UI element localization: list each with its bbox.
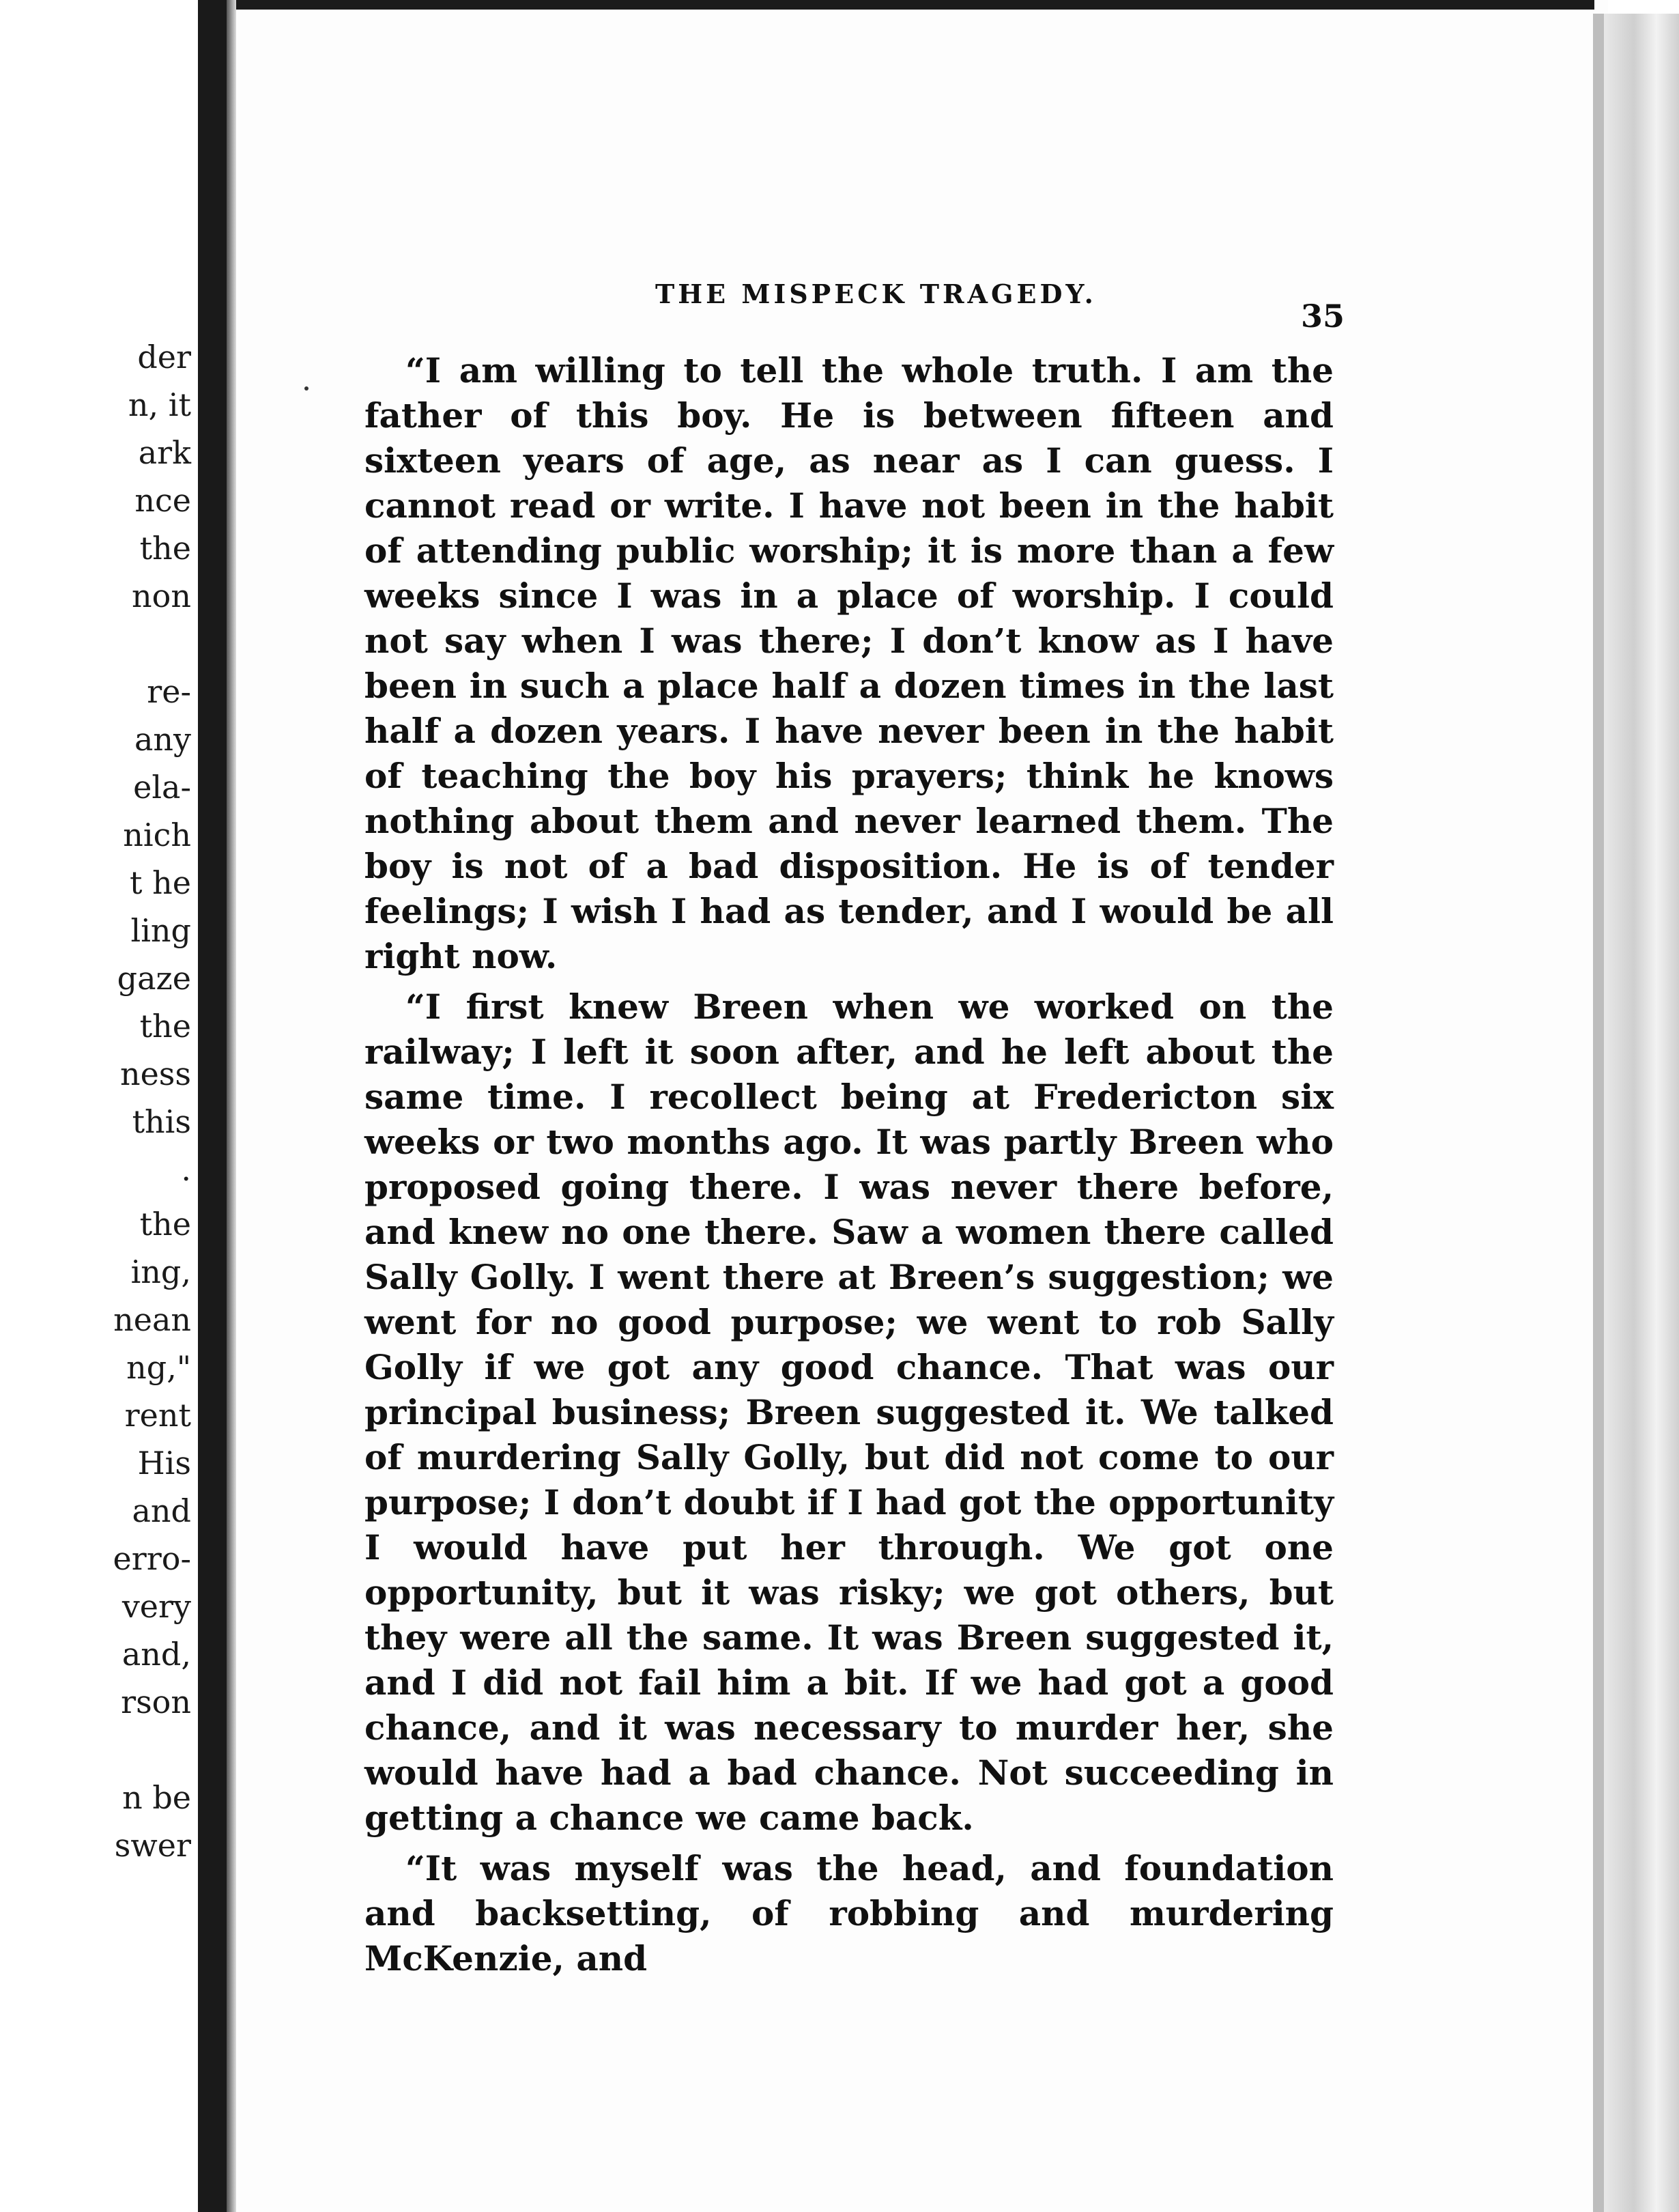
left-page-fragment: the [139, 1008, 191, 1045]
left-page-fragment: n be [122, 1779, 191, 1816]
left-page-fragment: der [137, 339, 191, 375]
left-page-fragment: . [181, 1151, 191, 1188]
running-title: THE MISPECK TRAGEDY. [655, 279, 1097, 309]
gutter-shadow [227, 0, 236, 2212]
left-page-fragment: rent [124, 1397, 191, 1434]
left-page-fragment: the [139, 530, 191, 567]
page-top-border [236, 0, 1594, 10]
left-page-fragment: and [132, 1492, 191, 1529]
left-page-fragment: swer [114, 1827, 191, 1864]
paragraph-2: “I first knew Breen when we worked on the railway; I left it soon after, and he left about the same time. I recollect being at Fredericton six weeks or two months ago. It was partly Breen who proposed going there. I was never there before, and knew no one there. Saw a women there called Sally Golly. I went there at Breen’s suggestion; we went for no good purpose; we went to rob Sally Golly if we got any good chance. That was our principal business; Breen suggested it. We talked of murdering Sally Golly, but did not come to our purpose; I don’t doubt if I had got the opportunity I would have put her through. We got one opportunity, but it was risky; we got others, but they were all the same. It was Breen suggested it, and I did not fail him a bit. If we had got a good chance, and it was necessary to murder her, she would have had a bad chance. Not succeeding in getting a chance we came back. [364, 987, 1334, 1838]
left-page-fragment: His [137, 1445, 191, 1481]
left-page-fragment: rson [121, 1684, 191, 1720]
left-page-fragment: ark [138, 434, 191, 471]
left-page-fragment: gaze [117, 960, 191, 997]
left-page-fragment: ng," [126, 1349, 191, 1386]
left-page-fragment: ling [130, 912, 191, 949]
left-page-fragment: ela- [133, 769, 191, 806]
left-page-fragment: erro- [113, 1540, 191, 1577]
left-page-fragment: nich [123, 817, 191, 853]
left-page-fragment: ing, [130, 1253, 191, 1290]
page-edge-inner [1593, 14, 1604, 2212]
left-page-fragment: nean [113, 1301, 191, 1338]
left-page-fragment: the [139, 1206, 191, 1243]
left-page-fragment: this [132, 1103, 191, 1140]
left-page-fragment: n, it [128, 386, 191, 423]
left-page-fragment: any [134, 721, 191, 758]
left-page-fragment: re- [147, 673, 191, 710]
page-edge-strip [1604, 14, 1679, 2212]
page-number: 35 [1301, 298, 1345, 335]
body-text [364, 348, 1334, 1987]
left-page-fragment: ness [119, 1055, 191, 1092]
left-page-fragment: t he [130, 864, 191, 901]
book-gutter [198, 0, 227, 2212]
left-facing-page [0, 0, 198, 2212]
speck [304, 386, 308, 391]
left-page-fragment: very [121, 1588, 191, 1625]
left-page-fragment: non [132, 578, 191, 614]
left-page-fragment: nce [134, 482, 191, 519]
left-page-fragment: and, [121, 1636, 191, 1673]
paragraph-3: “It was myself was the head, and foundation and backsetting, of robbing and murdering McKenzie, and [364, 1848, 1334, 1979]
paragraph-1: “I am willing to tell the whole truth. I am the father of this boy. He is between fifteen and sixteen years of age, as near as I can guess. I cannot read or write. I have not been in the habit of attending public worship; it is more than a few weeks since I was in a place of worship. I could not say when I was there; I don’t know as I have been in such a place half a dozen times in the last half a dozen years. I have never been in the habit of teaching the boy his prayers; think he knows nothing about them and never learned them. The boy is not of a bad disposition. He is of tender feelings; I wish I had as tender, and I would be all right now. [364, 350, 1334, 976]
